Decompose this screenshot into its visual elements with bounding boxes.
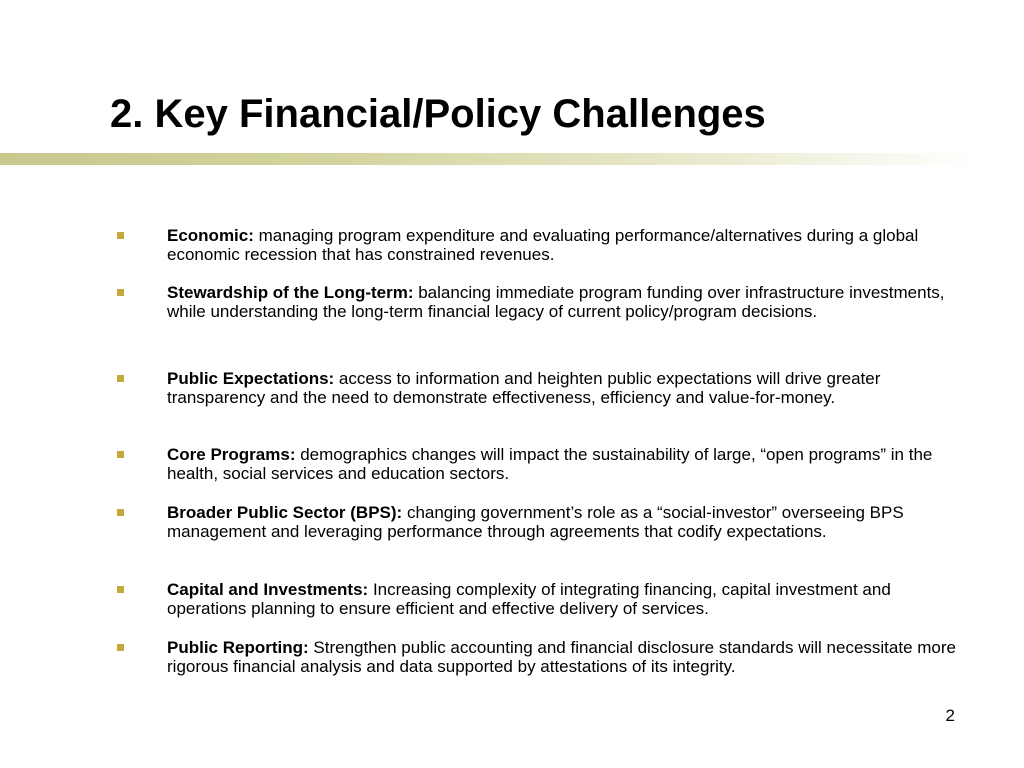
bullet-label: Stewardship of the Long-term: [167,283,414,302]
bullet-text [167,445,962,483]
bullet-body: access to information and heighten public expectations will drive greater transparency and the need to demonstrate effectiveness, efficiency and value-for-money. [167,369,881,407]
bullet-body: changing government’s role as a “social-investor” overseeing BPS management and leveraging performance through agreements that codify expectations. [167,503,904,541]
square-bullet-icon [117,451,124,458]
bullet-label: Public Expectations: [167,369,335,388]
square-bullet-icon [117,289,124,296]
square-bullet-icon [117,586,124,593]
bullet-label: Broader Public Sector (BPS): [167,503,403,522]
bullet-text [167,580,962,618]
bullet-body: Increasing complexity of integrating financing, capital investment and operations planning to ensure efficient and effective delivery of services. [167,580,891,618]
bullet-body: managing program expenditure and evaluating performance/alternatives during a global economic recession that has constrained revenues. [167,226,919,264]
page-number: 2 [945,706,955,725]
bullet-body: Strengthen public accounting and financial disclosure standards will necessitate more rigorous financial analysis and data supported by attestations of its integrity. [167,638,956,676]
bullet-text [167,283,962,321]
slide-title: 2. Key Financial/Policy Challenges [110,92,766,136]
bullet-label: Capital and Investments: [167,580,369,599]
square-bullet-icon [117,375,124,382]
bullet-label: Core Programs: [167,445,296,464]
bullet-label: Public Reporting: [167,638,309,657]
bullet-text [167,369,962,407]
square-bullet-icon [117,509,124,516]
bullet-label: Economic: [167,226,254,245]
bullet-text [167,226,962,264]
bullet-text [167,638,962,676]
square-bullet-icon [117,644,124,651]
bullet-body: balancing immediate program funding over infrastructure investments, while understanding the long-term financial legacy of current policy/program decisions. [167,283,945,321]
square-bullet-icon [117,232,124,239]
bullet-text [167,503,962,541]
bullet-body: demographics changes will impact the sustainability of large, “open programs” in the health, social services and education sectors. [167,445,933,483]
